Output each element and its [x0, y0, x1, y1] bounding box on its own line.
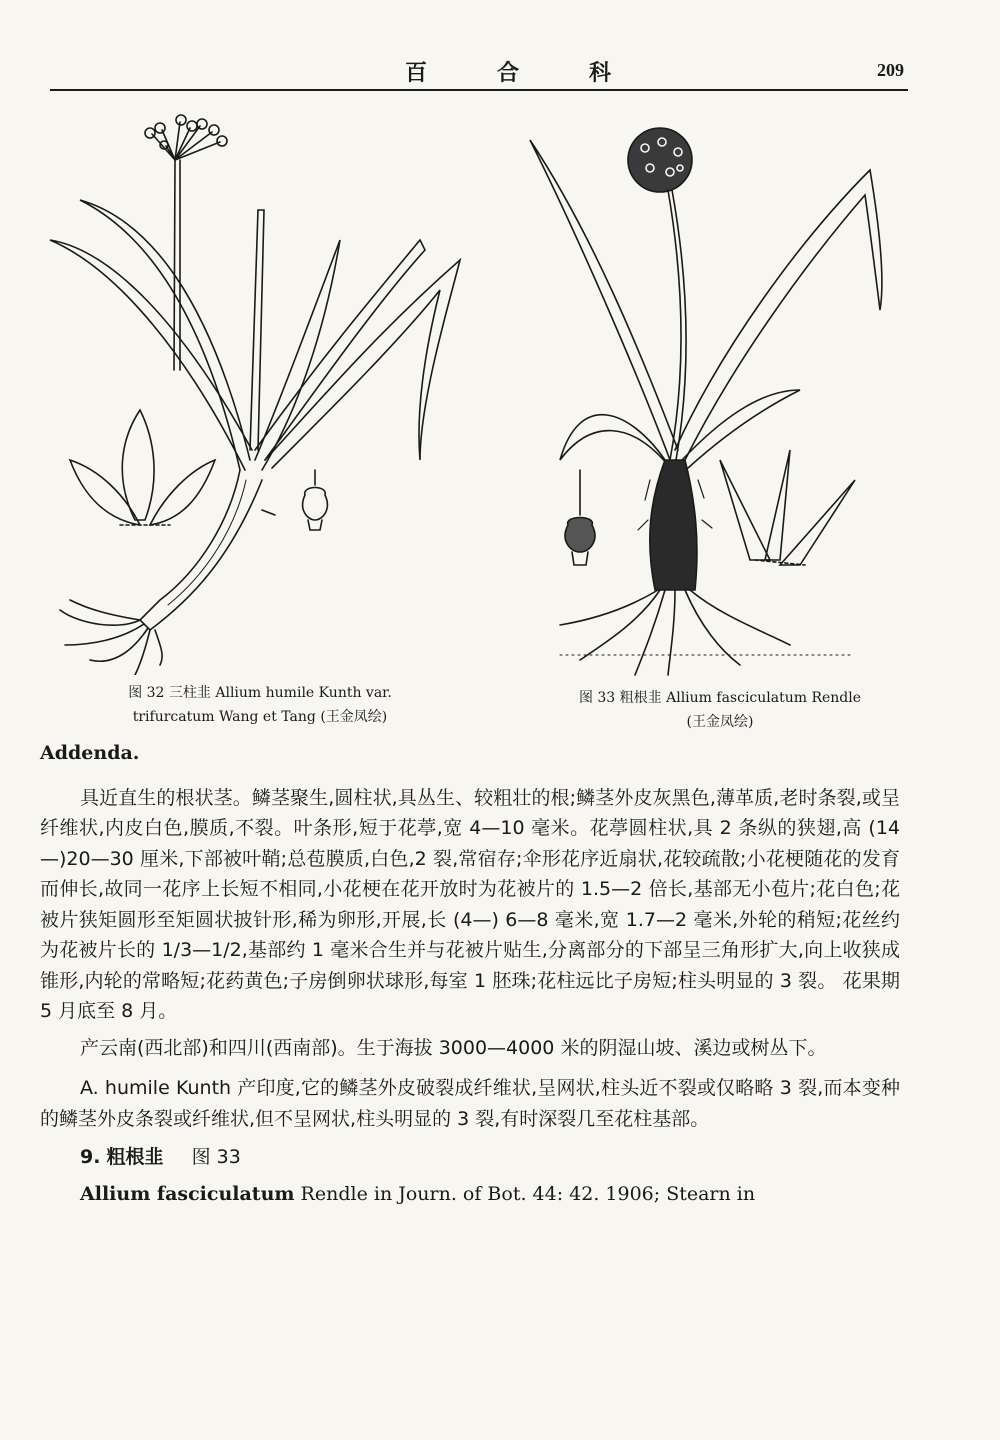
- comparison-paragraph: A. humile Kunth 产印度,它的鳞茎外皮破裂成纤维状,呈网状,柱头近不裂或仅略略 3 裂,而本变种的鳞茎外皮条裂或纤维状,但不呈网状,柱头明显的 3 裂,有时深裂几至花柱基部。: [40, 1077, 900, 1130]
- figure-32-caption-line2: trifurcatum Wang et Tang (王金凤绘): [132, 709, 388, 725]
- addenda-heading: Addenda.: [40, 742, 140, 764]
- species-latin-name: Allium fasciculatum: [80, 1182, 295, 1205]
- umbel-flowers: [145, 115, 227, 160]
- species-heading: [40, 1142, 900, 1173]
- page-number: 209: [877, 60, 904, 80]
- figure-33-caption-line2: (王金凤绘): [686, 714, 754, 730]
- globose-umbel: [628, 128, 692, 192]
- running-head-title: 百合科: [405, 60, 682, 86]
- figure-33-caption: [520, 686, 920, 734]
- citation-text: Rendle in Journ. of Bot. 44: 42. 1906; Stearn in: [294, 1182, 756, 1205]
- figure-33-caption-line1: 图 33 粗根韭 Allium fasciculatum Rendle: [578, 690, 862, 706]
- species-citation: [40, 1179, 900, 1210]
- body-text: [40, 738, 900, 1215]
- figure-32-illustration: [40, 100, 500, 675]
- distribution-paragraph: 产云南(西北部)和四川(西南部)。生于海拔 3000—4000 米的阴湿山坡、溪边或树丛下。: [80, 1036, 827, 1059]
- figure-32-caption: [60, 681, 460, 729]
- species-number: 9.: [80, 1146, 101, 1168]
- header-rule: [50, 89, 908, 91]
- description-paragraph: 具近直生的根状茎。鳞茎聚生,圆柱状,具丛生、较粗壮的根;鳞茎外皮灰黑色,薄革质,老时条裂,或呈纤维状,内皮白色,膜质,不裂。叶条形,短于花葶,宽 4—10 毫米。花葶圆柱状,具 2 条纵的狭翅,高 (14—)20—30 厘米,下部被叶鞘;总苞膜质,白色,2 裂,常宿存;伞形花序近扇状,花较疏散;小花梗随花的发育而伸长,故同一花序上长短不相同,小花梗在花开放时为花被片的 1.5—2 倍长,基部无小苞片;花白色;花被片狭矩圆形至矩圆状披针形,稀为卵形,开展,长 (4—) 6—8 毫米,宽 1.7—2 毫米,外轮的稍短;花丝约为花被片长的 1/3—1/2,基部约 1 毫米合生并与花被片贴生,分离部分的下部呈三角形扩大,向上收狭成锥形,内轮的常略短;花药黄色;子房倒卵状球形,每室 1 胚珠;花柱远比子房短;柱头明显的 3 裂。 花果期 5 月底至 8 月。: [40, 786, 900, 1022]
- species-name: 粗根韭: [106, 1146, 164, 1168]
- species-figure-ref: 图 33: [191, 1146, 241, 1168]
- figure-33-illustration: [520, 120, 910, 680]
- running-head: [50, 52, 910, 92]
- figure-32-caption-line1: 图 32 三柱韭 Allium humile Kunth var.: [128, 685, 392, 701]
